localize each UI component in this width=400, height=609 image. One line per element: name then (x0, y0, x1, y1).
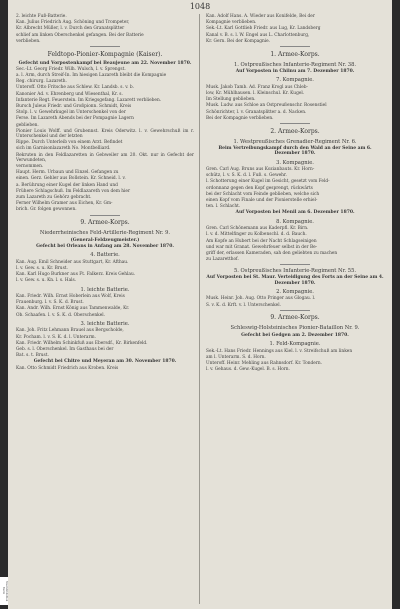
text-line: Kan. Joh. Fritz Lehmann Brauel aus Bergscholde, (16, 328, 124, 334)
text-line: Haupt. Herm. Urbaun und Einzel. Gefangen zu (16, 170, 119, 176)
section-separator (90, 46, 120, 47)
text-line: Pionier Louis Wolff. und Grubennst. Kreis Oderwitz. l. v. Gewehrschuß im r. Unterschenkel und der letzten (16, 128, 194, 140)
section-separator (280, 46, 310, 47)
text-line: l. v. Gew. s. u. Kn. l. s. Hals. (16, 278, 77, 284)
text-line: Gren. Carl Aug. Bruns aus Kozianbauts. Kr. Horn- (206, 167, 315, 173)
text-line: Kan. Aug. Emil Schneider aus Stuttgart, Kr. Afthau. (16, 259, 129, 265)
section-subtitle: Gefecht bei Orleans in Anfang am 28. November 1870. (36, 243, 174, 249)
text-line: Kr. Pocham. l. v. S. K. d. l. Unterarm. (16, 334, 96, 340)
page-number: 1048 (189, 2, 211, 11)
text-line: geblieben. (16, 122, 39, 128)
text-line: a. l. Arm, durch Streif-In. Im hiesigen Lazareth bleibt die Kompagnie (16, 73, 167, 79)
text-line: Kanal v. B. s. l. W. Engel aus L. Charlottenburg, (206, 32, 310, 38)
text-line: a. Berührung einer Kugel der linken Hand und (16, 182, 118, 188)
section-separator (280, 264, 310, 265)
company-heading: 7. Kompagnie. (276, 77, 314, 84)
text-line: schlief am linken Oberschenkel gefangen. Bei der Batterie (16, 32, 144, 38)
text-line: zum Lazareth zu Gehörz gebracht. (16, 195, 92, 201)
section-title: Feldtopo-Pionier-Kompagnie (Kaiser). (47, 50, 163, 58)
text-line: l. v. Gehaus. d. Gew.-Kugel. B. s. Horn. (206, 367, 290, 373)
text-line: schütz, l. v. S. K. d. l. Fuß. s. Gewehr. (206, 173, 287, 179)
regiment-heading: 1. Westpreußisches Grenadier-Regiment Nr. 6. (233, 138, 357, 145)
text-line: bei der Schlacht vom Feinde geblieben, welche sich (206, 191, 320, 197)
text-line: ten. l. Schlacht. (206, 204, 241, 210)
text-line: Rekruten in den Feldlazaretten in Gebweiler am 20. Okt. nur in Gefecht der Verwundeten, (16, 152, 194, 163)
text-line: Unteroff. Otto Fritsche aus Schlew. Kr. Landsb. s. v. b. (16, 85, 134, 91)
text-line: S. v. K. d. Krft. v. l. Unterschenkel. (206, 302, 281, 308)
company-heading: 8. Kompagnie. (276, 218, 314, 225)
text-line: Bursch Juleus Friedr. und Großpionn. Schmidt, Kreis (16, 104, 132, 110)
text-line: Kan. Friedr. Wilhelm Schinkfuß aus Ebersdf., Kr. Birkenfeld. (16, 340, 148, 346)
text-line: 2. leichte Fuß-Batterie. (16, 14, 67, 19)
text-line: Sek.-Lt. Hans Friedr. Hennings aus Kiel. l. v. Streifschuß am linken (206, 348, 353, 354)
text-line: vernommen. (16, 164, 44, 170)
text-line: Musk. Ludw. aus Schloe an Ostpreußenschr. Rosenstiel (206, 103, 327, 109)
text-line: Kompagnie verblieben. (206, 20, 257, 26)
text-line: verblieben. (16, 38, 41, 44)
text-line: Kan. Andr. Wilh. Ernst König aus Tammenwalde, Kr. (16, 306, 130, 312)
company-heading: 3. Kompagnie. (276, 159, 314, 166)
text-line: Infanterie Regt. Feuerstein. Im Kriegsgefang. Lazarett verblieben. (16, 97, 162, 103)
text-line: ordonnanz gegen den Kopf gesprengt, rückwärts (206, 185, 313, 191)
text-line: Frauenburg. l. v. S. K. d. Brust. (16, 300, 84, 306)
text-line: l. Schotterung einer Kugel im Gesicht, gesetzt vom Feld- (206, 179, 330, 185)
section-separator (280, 123, 310, 124)
section-title: 9. Armee-Korps. (270, 314, 320, 322)
text-line: Kan. Otto Schmidt Friedrich aus Kroben. Kreis (16, 365, 119, 371)
battery-heading: 1. leichte Batterie. (80, 286, 130, 293)
library-stamp: Staatsbibliothek Berlin (0, 577, 8, 605)
text-line: Reg. chirurg. Lazareth. (16, 79, 67, 85)
text-line: und war mit Granat. Gewehrfeuer selbst in der Be- (206, 244, 318, 250)
section-subtitle: Auf Vorposten bei St. Maur. Verteidigung des Forts an der Seine am 4. Dezember 1870. (206, 275, 384, 286)
text-line: Kr. Gern. Bei der Kompagnie. (206, 38, 271, 44)
text-line: Kan. Julius Friedrich Aug. Schöning und Trompeter, (16, 20, 130, 26)
section-subtitle: Beim Vertreibungskampf durch den Wald an der Seine am 6. Dezember 1870. (218, 146, 372, 157)
text-line: Kan. Adolf Hans. A. Wieder aus Konifelde, Bei der (206, 14, 315, 19)
text-line: Bei der Kompagnie verblieben. (206, 115, 274, 121)
text-line: Sek.-Lt. Karl Gottlieb Friedr. aus Lug, Kr. Landsberg (206, 26, 321, 32)
text-line: Im Stellung geblieben. (206, 97, 256, 103)
section-subtitle: Gefecht und Vorpostenkampf bei Beaujeune am 22. November 1870. (18, 60, 192, 66)
text-line: Musk. Heinr. Joh. Aug. Otto Pringer aus Glogau. l. (206, 296, 316, 302)
text-line: Geb. s. l. Oberschenkel. Im Gasthaus bei der (16, 346, 114, 352)
text-line: Schönrichter, l. v. Granatsplitter a. d. Nacken. (206, 109, 307, 115)
text-line: Ob. Schaafen. l. v. S. K. d. Oberschenkel. (16, 312, 106, 318)
battery-heading: 4. Batterie. (90, 252, 120, 259)
section-title: 1. Armee-Korps. (270, 50, 320, 58)
left-column (16, 14, 194, 372)
section-separator (280, 310, 310, 311)
text-line: Sec.-Lt. Georg Friedr. Wilh. Wulsch, l. v. Sprengst. (16, 66, 126, 72)
company-heading: 1. Feld-Kompagnie. (269, 341, 321, 348)
text-line: Kan. Friedr. Wilh. Ernst Hoberlein aus Wolf, Kreis (16, 294, 125, 299)
text-line: sich im Garnisonlazareth No. Montbelliard. (16, 146, 111, 152)
text-line: Frühere Schlagschuß. Im Feldlazareth von dem hier (16, 188, 131, 194)
text-line: Rippe. Durch Unterleib von einem Arzt. Befindet (16, 140, 123, 146)
right-column (206, 14, 384, 373)
text-line: Gren. Carl Schönemann aus Kaderpfl. Kr. Birn. (206, 226, 309, 232)
text-line: brich. Gr. folgen gewonnen. (16, 207, 77, 213)
text-line: Stolp. l. v. Gewehrkugel im Unterschenkel von der (16, 110, 126, 116)
text-line: zu Lazaretthof. (206, 257, 239, 263)
text-line: Kan. Karl Hugo Burkner aus Ft. Falkerz. Kreis Gehlau. (16, 272, 136, 278)
section-separator (90, 215, 120, 216)
regiment-heading: 5. Ostpreußisches Infanterie-Regiment Nr. 55. (233, 267, 357, 274)
section-subtitle: Gefecht bei Chitre und Meyeran am 30. November 1870. (33, 359, 177, 365)
section-subtitle: Auf Vorposten bei Menil am 6. Dezember 1870. (235, 210, 355, 216)
text-line: Ferner Wilhelm Gramer aus Eichen, Kr. Gm- (16, 201, 113, 207)
text-line: Unteroff. Heinr. Mehling aus Rahnsdorf. Kr. Tondern. (206, 360, 323, 366)
text-line: Kr. Albrecht Müller, l. v. Durch den Granatsplitter (16, 26, 125, 32)
text-line: l. v. d. Mittelfinger zu Kolbenschl. d. d. Bauch. (206, 232, 307, 238)
battery-heading: 3. leichte Batterie. (80, 320, 130, 327)
section-title: 9. Armee-Korps. (80, 219, 130, 227)
section-title: 2. Armee-Korps. (270, 127, 320, 135)
section-subtitle: Auf Vorposten in Chiinu am 7. Dezember 1870. (235, 69, 355, 75)
regiment-heading: Schleswig-Holsteinisches Pionier-Bataillon Nr. 9. (230, 325, 360, 332)
document-page (8, 0, 392, 609)
text-line: Musk. Jakob Tamb. Ad. Franz Krogl aus Chleb- (206, 84, 308, 90)
company-heading: 2. Kompagnie. (276, 288, 314, 295)
section-subtitle: Gefecht bei Gedgen am 2. Dezember 1870. (241, 332, 349, 338)
text-line: einen Kopf vom Finale und der Pionierstelle erhiel- (206, 198, 318, 204)
regiment-heading: 1. Ostpreußisches Infanterie-Regiment Nr. 38. (233, 61, 357, 68)
text-line: l. v. Gew. s. u. Kr. Brust. (16, 265, 68, 271)
regiment-subheading: (General-Feldzeugmeister.) (70, 237, 140, 243)
text-line: Am Kopfe an Hubert bei der Nacht Schlagseinigen (206, 238, 317, 244)
text-line: einen. Gerz. Gehler aus Bollstein. Kr. Schneid. l. v. (16, 176, 126, 182)
text-line: Bat. s. t. Brust. (16, 353, 49, 359)
text-line: griff der, erlassen Kameraden, sah den geliebten zu machen (206, 250, 338, 256)
text-line: Kanonier Ad. v. Ehrenberg und Wiesenthal, Kr. s. (16, 91, 123, 97)
column-divider (199, 14, 200, 604)
text-line: Ferse. Im Lazareth Abends bei der Pompagnie Lagern (16, 116, 134, 122)
regiment-heading: Niederrheinisches Feld-Artillerie-Regiment Nr. 9. (39, 230, 171, 237)
text-line: am l. Unterarm. S. d. Horn. (206, 354, 266, 360)
text-line: low, Kr. Mühlhausen. l. Kleinschul. Kr. Kugel. (206, 91, 305, 97)
